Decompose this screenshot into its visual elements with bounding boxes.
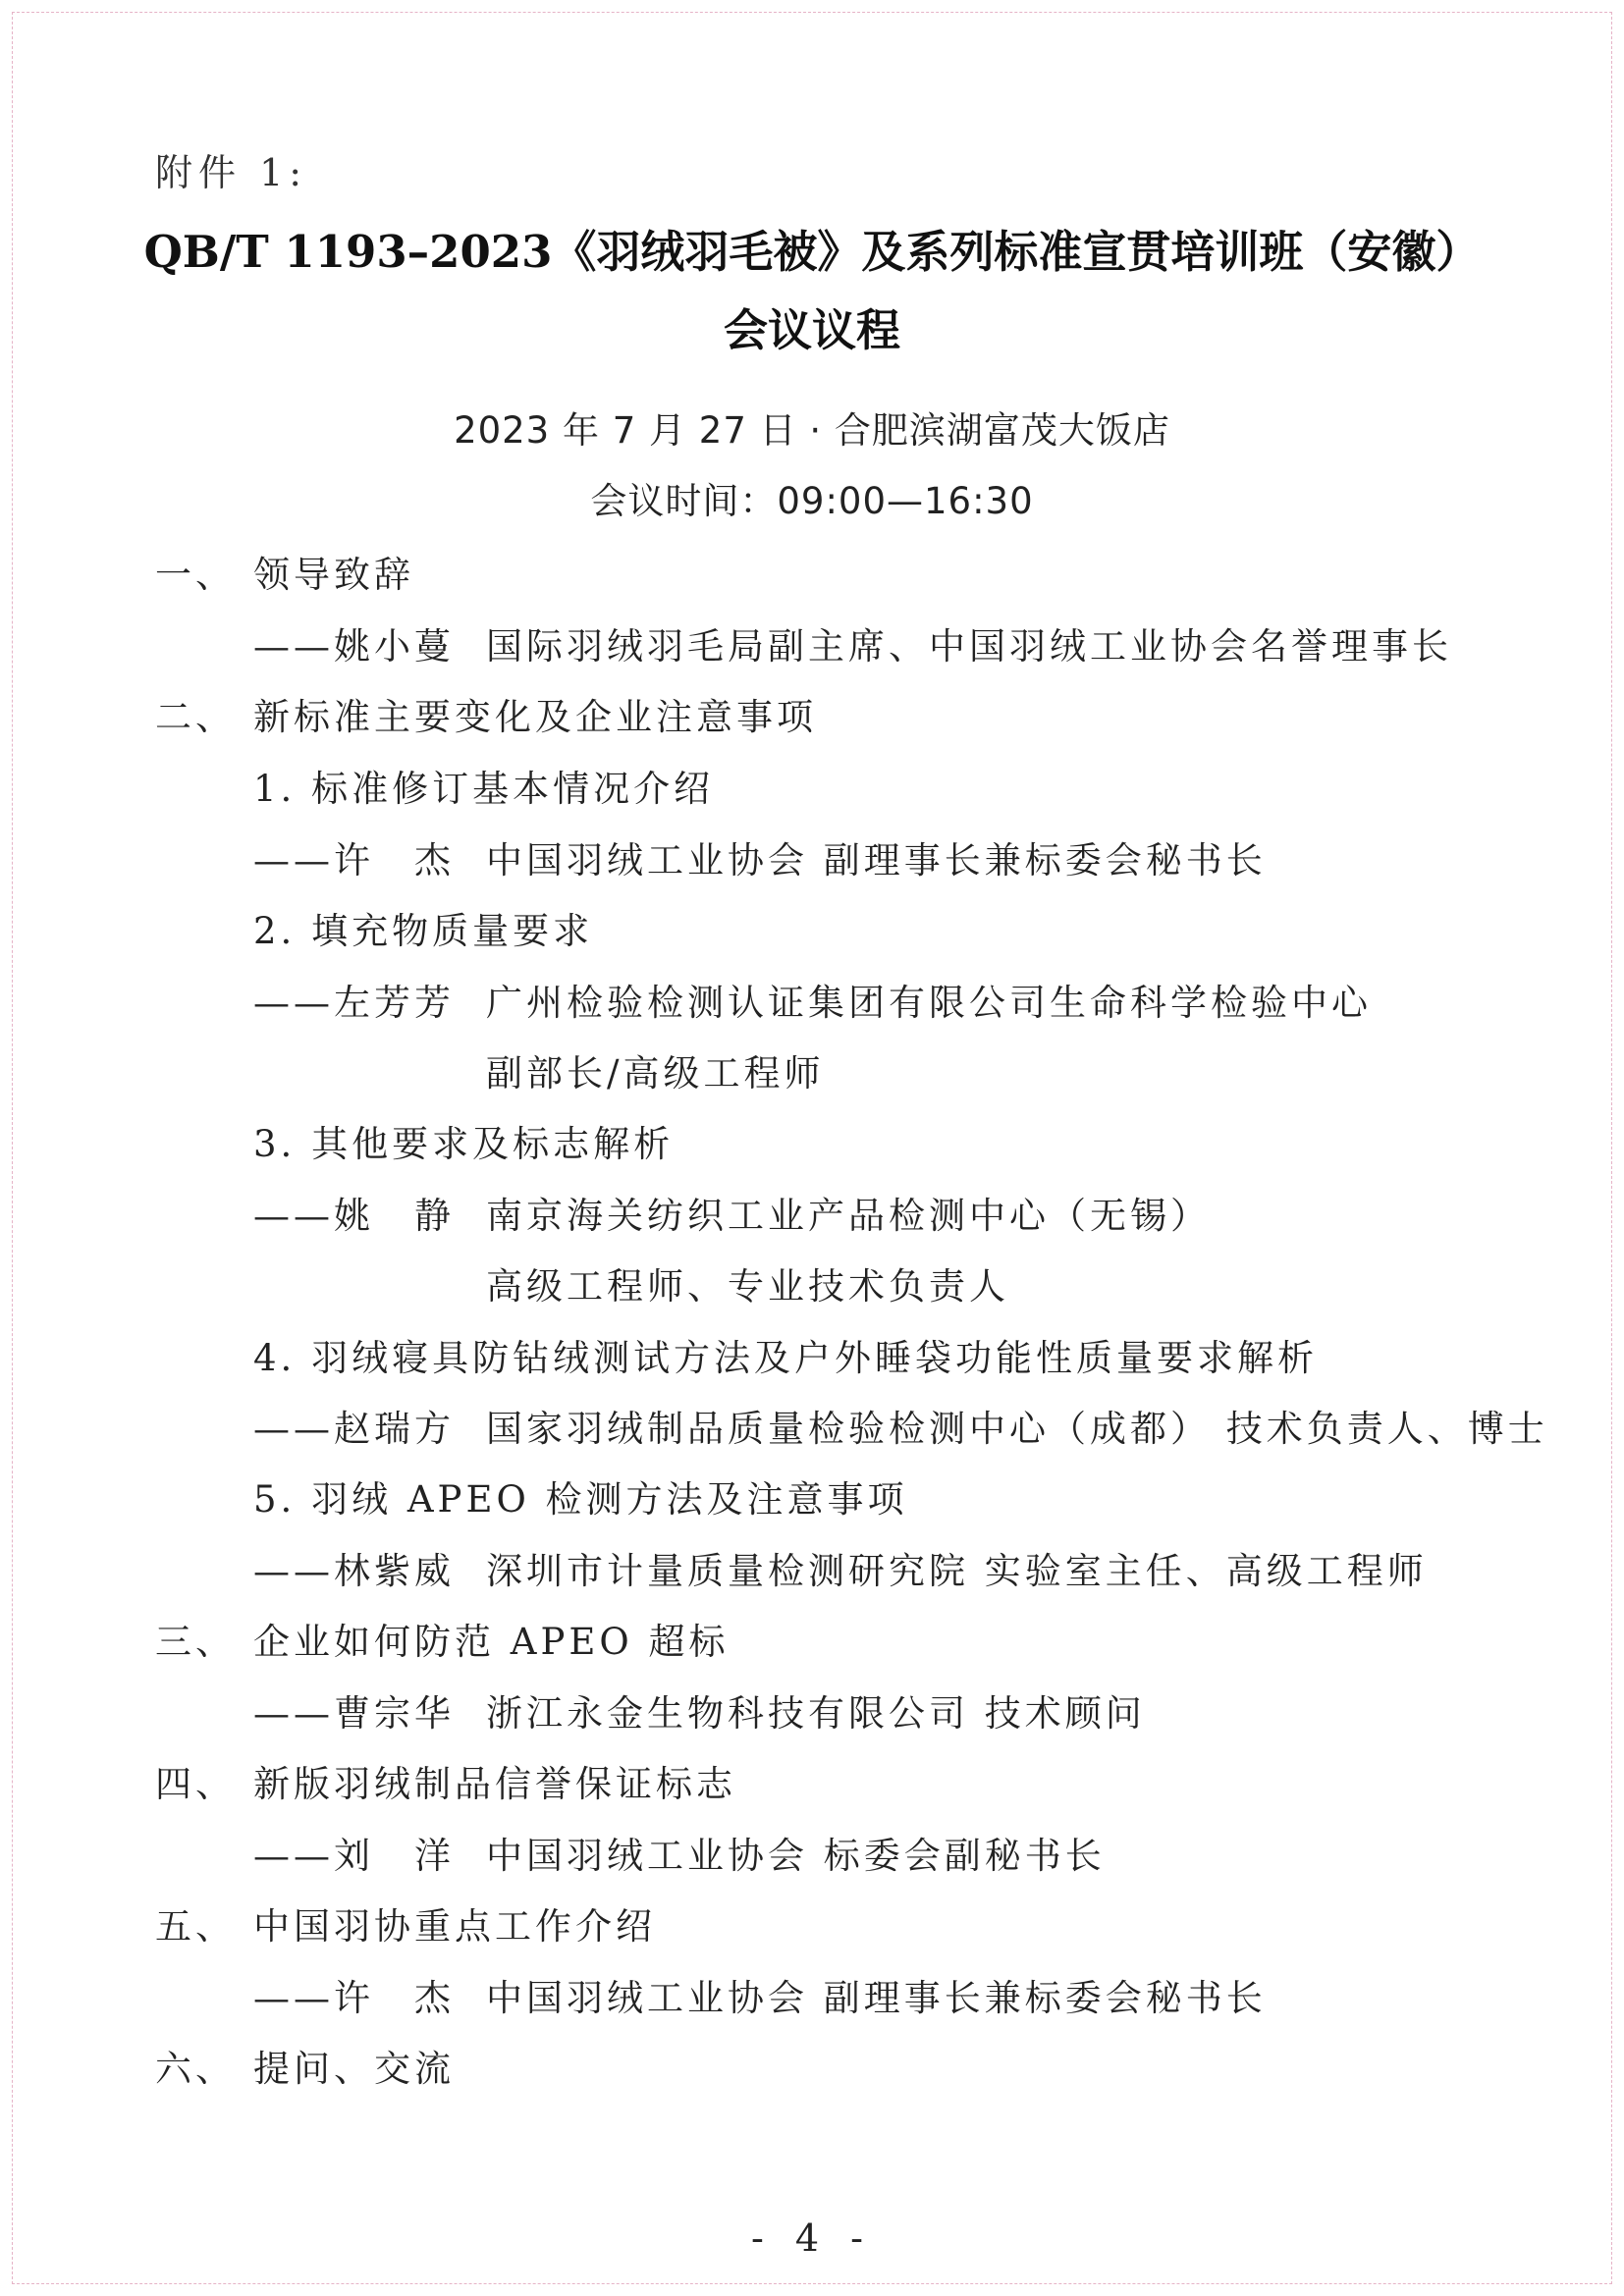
- speaker-name: ——姚小蔓: [253, 625, 455, 667]
- agenda-item: 1. 标准修订基本情况介绍: [253, 768, 715, 810]
- section-number: 四、: [155, 1763, 236, 1805]
- annex-label: 附件 1:: [155, 151, 308, 194]
- section-title: 提问、交流: [253, 2048, 455, 2090]
- speaker-affiliation: 国家羽绒制品质量检验检测中心（成都） 技术负责人、博士: [486, 1408, 1548, 1450]
- section-title: 领导致辞: [253, 554, 414, 596]
- document-subtitle: 会议议程: [723, 304, 900, 356]
- speaker-affiliation: 广州检验检测认证集团有限公司生命科学检验中心: [486, 982, 1372, 1024]
- speaker-affiliation: 国际羽绒羽毛局副主席、中国羽绒工业协会名誉理事长: [486, 625, 1452, 667]
- speaker-affiliation: 南京海关纺织工业产品检测中心（无锡）: [486, 1195, 1211, 1237]
- speaker-affiliation: 浙江永金生物科技有限公司 技术顾问: [486, 1692, 1146, 1735]
- speaker-name: ——左芳芳: [253, 982, 455, 1024]
- section-title: 新标准主要变化及企业注意事项: [253, 696, 817, 738]
- speaker-name: ——许 杰: [253, 1977, 455, 2019]
- speaker-affiliation: 中国羽绒工业协会 副理事长兼标委会秘书长: [486, 1977, 1267, 2019]
- meeting-time: 会议时间：09:00—16:30: [590, 480, 1034, 522]
- speaker-name: ——刘 洋: [253, 1835, 455, 1877]
- section-number: 一、: [155, 554, 236, 596]
- speaker-affiliation: 深圳市计量质量检测研究院 实验室主任、高级工程师: [486, 1550, 1428, 1592]
- speaker-name: ——林紫威: [253, 1550, 455, 1592]
- speaker-title-continued: 高级工程师、专业技术负责人: [486, 1265, 1009, 1308]
- section-number: 三、: [155, 1621, 236, 1663]
- speaker-title-continued: 副部长/高级工程师: [486, 1052, 825, 1095]
- section-title: 企业如何防范 APEO 超标: [253, 1621, 730, 1663]
- section-title: 新版羽绒制品信誉保证标志: [253, 1763, 736, 1805]
- agenda-item: 3. 其他要求及标志解析: [253, 1123, 675, 1165]
- speaker-affiliation: 中国羽绒工业协会 标委会副秘书长: [486, 1835, 1106, 1877]
- speaker-name: ——许 杰: [253, 839, 455, 881]
- speaker-name: ——赵瑞方: [253, 1408, 455, 1450]
- speaker-affiliation: 中国羽绒工业协会 副理事长兼标委会秘书长: [486, 839, 1267, 881]
- section-number: 六、: [155, 2048, 236, 2090]
- agenda-item: 2. 填充物质量要求: [253, 910, 594, 952]
- speaker-name: ——曹宗华: [253, 1692, 455, 1735]
- agenda-item: 4. 羽绒寝具防钻绒测试方法及户外睡袋功能性质量要求解析: [253, 1337, 1319, 1379]
- section-number: 二、: [155, 696, 236, 738]
- speaker-name: ——姚 静: [253, 1195, 455, 1237]
- section-title: 中国羽协重点工作介绍: [253, 1905, 656, 1948]
- page-number: - 4 -: [750, 2216, 873, 2260]
- section-number: 五、: [155, 1905, 236, 1948]
- agenda-item: 5. 羽绒 APEO 检测方法及注意事项: [253, 1478, 908, 1521]
- document-title: QB/T 1193–2023《羽绒羽毛被》及系列标准宣贯培训班（安徽）: [143, 226, 1481, 278]
- date-venue: 2023 年 7 月 27 日 · 合肥滨湖富茂大饭店: [454, 409, 1170, 452]
